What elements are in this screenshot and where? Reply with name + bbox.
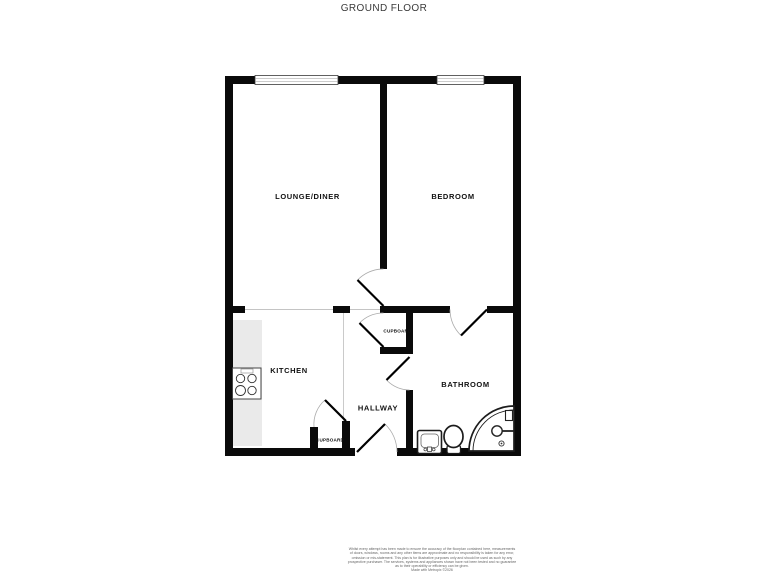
outer-walls (225, 76, 521, 456)
disclaimer (325, 547, 540, 573)
disclaimer-line: Whilst every attempt has been made to ensure the accuracy of the floorplan contained here, measurements (348, 547, 516, 551)
window-bedroom-icon (437, 76, 484, 85)
room-label-kitchen: KITCHEN (270, 366, 308, 375)
hall-cupboard-post-right (342, 421, 350, 448)
shower-icon (469, 406, 514, 451)
lounge-bedroom-door-icon (358, 269, 384, 306)
disclaimer-line: of doors, windows, rooms and any other items are approximate and no responsibility is taken for any error, (349, 551, 515, 556)
room-label-bedroom: BEDROOM (431, 192, 475, 201)
disclaimer-line: omission or mis-statement. This plan is for illustrative purposes only and should be used as such by any (351, 555, 513, 560)
stove-icon (233, 368, 262, 399)
cupboard-top-door-icon (360, 313, 384, 347)
entrance-door-icon (357, 424, 397, 452)
interior-walls (233, 84, 513, 448)
disclaimer-line: prospective purchaser. The services, systems and appliances shown have not been tested and no guarantee (347, 559, 517, 564)
bedroom-bathroom-door-icon (450, 310, 487, 336)
mid-wall-segment (333, 306, 350, 313)
room-label-cupboard-top: CUPBOARD (383, 328, 412, 334)
lounge-bedroom-wall (380, 84, 387, 269)
room-label-hallway: HALLWAY (357, 403, 399, 413)
mid-wall-stub (233, 306, 245, 313)
cupboard-bottom-wall (380, 347, 413, 354)
bedroom-bathroom-wall-left (380, 306, 450, 313)
room-label-bathroom: BATHROOM (441, 380, 490, 389)
bottom-wall-left (225, 448, 355, 456)
right-wall (513, 76, 521, 456)
disclaimer-line: as to their operability or efficiency can be given. (395, 564, 469, 569)
left-wall (225, 76, 233, 456)
page-title: GROUND FLOOR (340, 3, 428, 14)
toilet-icon (444, 426, 463, 454)
hallway-bathroom-door-icon (387, 357, 410, 390)
bedroom-bathroom-wall-right (487, 306, 513, 313)
sink-icon (418, 431, 442, 454)
bathroom-left-wall (406, 390, 413, 448)
room-label-cupboard-bottom: CUPBOARD (315, 437, 345, 443)
cupboard-bottom-door-icon (314, 400, 346, 427)
room-label-lounge: LOUNGE/DINER (275, 192, 340, 201)
window-lounge-icon (255, 76, 338, 85)
disclaimer-credit: Made with Metropix ©2026 (411, 568, 453, 573)
